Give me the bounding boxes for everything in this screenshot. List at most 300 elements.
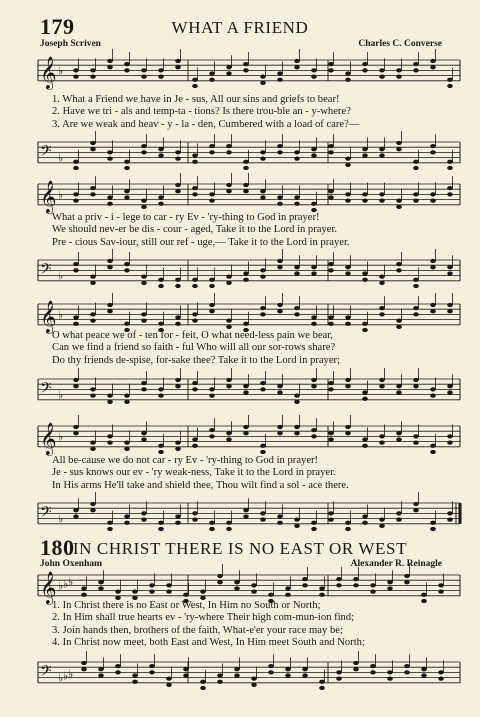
note-head <box>90 275 96 279</box>
note-head <box>396 268 402 272</box>
note-head <box>311 384 317 388</box>
note-head <box>362 390 368 394</box>
note-head <box>175 284 181 288</box>
note-head <box>141 275 147 279</box>
note-head <box>90 394 96 398</box>
hymn-179-header <box>0 14 480 54</box>
note-head <box>379 281 385 285</box>
note-head <box>277 202 283 206</box>
note-head <box>413 312 419 316</box>
note-head <box>336 670 342 674</box>
lyrics-block <box>52 600 462 650</box>
note-head <box>379 524 385 528</box>
note-head <box>141 199 147 203</box>
lyric-line: 2. Have we tri - als and temp-ta - tions? Is there trou-ble an - y-where? <box>52 106 351 118</box>
flat-icon: ♭ <box>58 579 64 593</box>
note-head <box>328 195 334 199</box>
treble-clef-icon: 𝄞 <box>40 55 57 89</box>
note-head <box>362 271 368 275</box>
note-head <box>226 150 232 154</box>
note-head <box>175 447 181 451</box>
note-head <box>294 306 300 310</box>
note-head <box>421 667 427 671</box>
lyric-line: 3. Join hands then, brothers of the faith, What-e'er your race may be; <box>52 624 343 636</box>
note-head <box>438 677 444 681</box>
lyric-line: We should nev-er be dis - cour - aged, Take it to the Lord in prayer. <box>52 224 338 236</box>
note-head <box>396 384 402 388</box>
note-head <box>413 284 419 288</box>
note-head <box>192 381 198 385</box>
note-head <box>192 511 198 515</box>
note-head <box>107 150 113 154</box>
note-head <box>430 387 436 391</box>
note-head <box>90 319 96 323</box>
note-head <box>260 75 266 79</box>
note-head <box>294 400 300 404</box>
note-head <box>353 661 359 665</box>
note-head <box>209 303 215 307</box>
lyric-line: All be-cause we do not car - ry Ev - 'ry-thing to God in prayer! <box>52 455 319 466</box>
note-head <box>234 667 240 671</box>
note-head <box>277 431 283 435</box>
note-head <box>447 186 453 190</box>
note-head <box>73 192 79 196</box>
note-head <box>294 150 300 154</box>
words-credit: John Oxenham <box>40 559 103 569</box>
note-head <box>217 574 223 578</box>
bass-staff <box>38 369 460 409</box>
note-head <box>243 271 249 275</box>
lyric-line: 2. In Him shall true hearts ev - 'ry-where Their high com-mun-ion find; <box>52 612 355 624</box>
note-head <box>413 166 419 170</box>
hymn-number: 180 <box>40 535 75 560</box>
treble-clef-icon: 𝄞 <box>40 570 57 604</box>
note-head <box>345 527 351 531</box>
note-head <box>285 667 291 671</box>
note-head <box>345 163 351 167</box>
note-head <box>294 195 300 199</box>
note-head <box>328 437 334 441</box>
note-head <box>345 271 351 275</box>
note-head <box>226 71 232 75</box>
note-head <box>81 593 87 597</box>
note-head <box>396 390 402 394</box>
note-head <box>243 514 249 518</box>
note-head <box>124 447 130 451</box>
note-head <box>166 683 172 687</box>
note-head <box>430 527 436 531</box>
note-head <box>277 78 283 82</box>
note-head <box>294 202 300 206</box>
note-head <box>294 157 300 161</box>
note-head <box>107 259 113 263</box>
note-head <box>430 199 436 203</box>
note-head <box>328 68 334 72</box>
note-head <box>226 431 232 435</box>
note-head <box>379 441 385 445</box>
note-head <box>396 437 402 441</box>
note-head <box>430 150 436 154</box>
note-head <box>277 384 283 388</box>
note-head <box>362 278 368 282</box>
note-head <box>243 431 249 435</box>
note-head <box>260 450 266 454</box>
note-head <box>277 144 283 148</box>
note-head <box>192 319 198 323</box>
note-head <box>107 265 113 269</box>
note-head <box>209 394 215 398</box>
note-head <box>277 265 283 269</box>
note-head <box>90 508 96 512</box>
note-head <box>362 437 368 441</box>
note-head <box>226 437 232 441</box>
note-head <box>166 677 172 681</box>
note-head <box>226 281 232 285</box>
note-head <box>73 378 79 382</box>
note-head <box>107 309 113 313</box>
note-head <box>319 680 325 684</box>
note-head <box>73 268 79 272</box>
note-head <box>345 78 351 82</box>
note-head <box>328 518 334 522</box>
note-head <box>73 160 79 164</box>
note-head <box>430 265 436 269</box>
note-head <box>251 583 257 587</box>
note-head <box>430 259 436 263</box>
note-head <box>311 202 317 206</box>
note-head <box>413 384 419 388</box>
note-head <box>209 192 215 196</box>
note-head <box>115 670 121 674</box>
note-head <box>243 390 249 394</box>
note-head <box>362 514 368 518</box>
note-head <box>166 590 172 594</box>
note-head <box>260 511 266 515</box>
note-head <box>396 319 402 323</box>
note-head <box>294 518 300 522</box>
note-head <box>328 387 334 391</box>
note-head <box>311 75 317 79</box>
note-head <box>175 183 181 187</box>
note-head <box>260 306 266 310</box>
note-head <box>107 65 113 69</box>
note-head <box>226 189 232 193</box>
note-head <box>183 673 189 677</box>
note-head <box>217 580 223 584</box>
note-head <box>124 62 130 66</box>
note-head <box>447 192 453 196</box>
note-head <box>73 508 79 512</box>
note-head <box>311 428 317 432</box>
lyric-line: 1. What a Friend we have in Je - sus, All our sins and griefs to bear! <box>52 94 340 105</box>
bass-clef-icon: 𝄢 <box>40 142 52 164</box>
note-head <box>345 157 351 161</box>
note-head <box>345 199 351 203</box>
note-head <box>192 84 198 88</box>
note-head <box>294 425 300 429</box>
note-head <box>90 447 96 451</box>
note-head <box>158 387 164 391</box>
note-head <box>353 583 359 587</box>
note-head <box>277 390 283 394</box>
note-head <box>345 192 351 196</box>
treble-staff <box>38 294 460 334</box>
note-head <box>285 593 291 597</box>
note-head <box>158 527 164 531</box>
note-head <box>260 444 266 448</box>
note-head <box>353 577 359 581</box>
note-head <box>413 68 419 72</box>
note-head <box>387 586 393 590</box>
note-head <box>158 444 164 448</box>
note-head <box>217 673 223 677</box>
note-head <box>192 186 198 190</box>
note-head <box>362 62 368 66</box>
note-head <box>124 400 130 404</box>
note-head <box>141 387 147 391</box>
note-head <box>243 189 249 193</box>
note-head <box>73 315 79 319</box>
note-head <box>98 580 104 584</box>
note-head <box>141 150 147 154</box>
note-head <box>379 153 385 157</box>
note-head <box>302 583 308 587</box>
note-head <box>396 141 402 145</box>
note-head <box>107 195 113 199</box>
note-head <box>209 387 215 391</box>
note-head <box>294 431 300 435</box>
note-head <box>438 590 444 594</box>
note-head <box>158 278 164 282</box>
bass-staff <box>38 132 460 172</box>
note-head <box>158 450 164 454</box>
note-head <box>107 157 113 161</box>
note-head <box>90 75 96 79</box>
lyric-line: Can we find a friend so faith - ful Who will all our sor-rows share? <box>52 342 336 354</box>
music-credit: Alexander R. Reinagle <box>350 559 442 569</box>
flat-icon: ♭ <box>63 669 69 683</box>
note-head <box>447 518 453 522</box>
note-head <box>345 71 351 75</box>
note-head <box>209 527 215 531</box>
note-head <box>404 664 410 668</box>
note-head <box>175 384 181 388</box>
note-head <box>226 521 232 525</box>
note-head <box>175 59 181 63</box>
note-head <box>226 65 232 69</box>
note-head <box>260 81 266 85</box>
note-head <box>226 144 232 148</box>
note-head <box>294 59 300 63</box>
note-head <box>90 387 96 391</box>
note-head <box>81 661 87 665</box>
lyric-line: What a priv - i - lege to car - ry Ev - 'ry-thing to God in prayer! <box>52 212 320 223</box>
note-head <box>387 580 393 584</box>
note-head <box>158 147 164 151</box>
note-head <box>209 78 215 82</box>
note-head <box>277 309 283 313</box>
note-head <box>243 160 249 164</box>
note-head <box>328 322 334 326</box>
note-head <box>141 518 147 522</box>
note-head <box>396 518 402 522</box>
note-head <box>362 444 368 448</box>
treble-staff <box>38 565 460 604</box>
note-head <box>319 593 325 597</box>
note-head <box>132 590 138 594</box>
note-head <box>311 265 317 269</box>
note-head <box>124 521 130 525</box>
note-head <box>226 319 232 323</box>
note-head <box>430 59 436 63</box>
note-head <box>413 199 419 203</box>
note-head <box>396 431 402 435</box>
note-head <box>226 384 232 388</box>
note-head <box>107 303 113 307</box>
note-head <box>192 437 198 441</box>
note-head <box>260 387 266 391</box>
note-head <box>260 518 266 522</box>
note-head <box>379 518 385 522</box>
bass-staff <box>38 652 460 692</box>
hymn-title: IN CHRIST THERE IS NO EAST OR WEST <box>72 539 408 558</box>
note-head <box>447 271 453 275</box>
note-head <box>192 518 198 522</box>
note-head <box>90 502 96 506</box>
note-head <box>277 71 283 75</box>
note-head <box>107 521 113 525</box>
note-head <box>175 441 181 445</box>
note-head <box>379 147 385 151</box>
note-head <box>183 667 189 671</box>
note-head <box>141 511 147 515</box>
note-head <box>413 434 419 438</box>
note-head <box>149 590 155 594</box>
note-head <box>260 381 266 385</box>
note-head <box>328 144 334 148</box>
note-head <box>209 144 215 148</box>
note-head <box>260 157 266 161</box>
note-head <box>115 664 121 668</box>
note-head <box>260 312 266 316</box>
note-head <box>379 312 385 316</box>
flat-icon: ♭ <box>58 388 64 402</box>
lyric-line: O what peace we of - ten for - feit, O what need-less pain we bear, <box>52 330 334 341</box>
note-head <box>251 677 257 681</box>
note-head <box>260 189 266 193</box>
note-head <box>234 673 240 677</box>
note-head <box>311 315 317 319</box>
note-head <box>209 71 215 75</box>
note-head <box>362 322 368 326</box>
note-head <box>447 160 453 164</box>
note-head <box>251 590 257 594</box>
note-head <box>107 434 113 438</box>
note-head <box>379 192 385 196</box>
note-head <box>345 315 351 319</box>
note-head <box>73 431 79 435</box>
note-head <box>200 680 206 684</box>
note-head <box>141 205 147 209</box>
note-head <box>158 521 164 525</box>
note-head <box>226 378 232 382</box>
note-head <box>124 189 130 193</box>
note-head <box>328 262 334 266</box>
note-head <box>294 524 300 528</box>
note-head <box>413 306 419 310</box>
flat-icon: ♭ <box>58 64 64 78</box>
note-head <box>430 450 436 454</box>
note-head <box>124 268 130 272</box>
note-head <box>175 157 181 161</box>
note-head <box>379 68 385 72</box>
note-head <box>98 667 104 671</box>
note-head <box>447 511 453 515</box>
note-head <box>73 68 79 72</box>
note-head <box>209 150 215 154</box>
note-head <box>124 68 130 72</box>
note-head <box>98 673 104 677</box>
note-head <box>115 590 121 594</box>
note-head <box>192 160 198 164</box>
note-head <box>319 586 325 590</box>
note-head <box>192 153 198 157</box>
note-head <box>73 75 79 79</box>
bass-clef-icon: 𝄢 <box>40 260 52 282</box>
treble-clef-icon: 𝄞 <box>40 421 57 455</box>
note-head <box>141 281 147 285</box>
hymn-number: 179 <box>40 14 75 39</box>
note-head <box>328 189 334 193</box>
note-head <box>192 278 198 282</box>
note-head <box>124 262 130 266</box>
bass-clef-icon: 𝄢 <box>40 379 52 401</box>
note-head <box>260 275 266 279</box>
note-head <box>209 199 215 203</box>
note-head <box>277 195 283 199</box>
note-head <box>311 271 317 275</box>
note-head <box>90 281 96 285</box>
note-head <box>277 150 283 154</box>
note-head <box>396 262 402 266</box>
note-head <box>421 673 427 677</box>
note-head <box>141 144 147 148</box>
treble-clef-icon: 𝄞 <box>40 179 57 213</box>
note-head <box>285 586 291 590</box>
bass-clef-icon: 𝄢 <box>40 662 52 684</box>
note-head <box>243 183 249 187</box>
note-head <box>345 521 351 525</box>
note-head <box>285 673 291 677</box>
note-head <box>73 262 79 266</box>
note-head <box>362 192 368 196</box>
note-head <box>175 378 181 382</box>
note-head <box>73 514 79 518</box>
note-head <box>209 428 215 432</box>
note-head <box>336 583 342 587</box>
note-head <box>260 195 266 199</box>
note-head <box>158 68 164 72</box>
note-head <box>294 265 300 269</box>
note-head <box>149 583 155 587</box>
note-head <box>158 322 164 326</box>
note-head <box>260 268 266 272</box>
note-head <box>217 680 223 684</box>
note-head <box>200 686 206 690</box>
note-head <box>175 322 181 326</box>
note-head <box>90 441 96 445</box>
note-head <box>141 431 147 435</box>
